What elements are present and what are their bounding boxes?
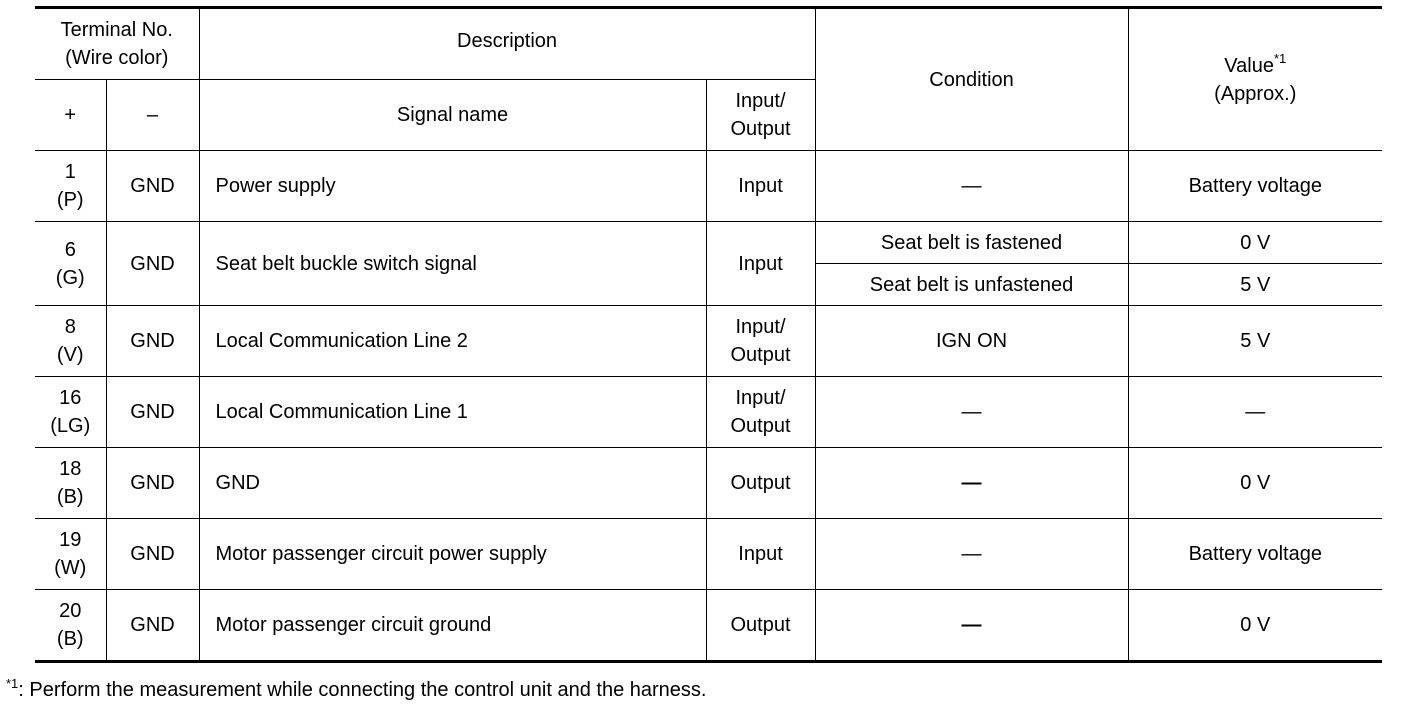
terminal-cell	[35, 151, 106, 222]
ground-cell: GND	[106, 448, 199, 519]
io-cell	[706, 377, 815, 448]
wire-color: (V)	[56, 344, 84, 366]
value-cell: Battery voltage	[1128, 519, 1382, 590]
value-cell: 0 V	[1128, 448, 1382, 519]
terminal-cell	[35, 590, 106, 662]
ground-cell: GND	[106, 222, 199, 306]
description-header: Description	[199, 8, 815, 80]
condition-header: Condition	[815, 8, 1128, 151]
terminal-cell	[35, 306, 106, 377]
terminal-number: 8	[64, 316, 76, 338]
wire-color: (LG)	[50, 415, 91, 437]
signal-name-cell: GND	[199, 448, 706, 519]
value-cell: 0 V	[1128, 590, 1382, 662]
value-footnote-marker: *1	[1273, 50, 1287, 66]
terminal-cell	[35, 222, 106, 306]
ground-cell: GND	[106, 151, 199, 222]
condition-cell: —	[815, 448, 1128, 519]
io-cell	[706, 306, 815, 377]
condition-cell: Seat belt is unfastened	[815, 264, 1128, 306]
io-line1: Input/	[735, 387, 786, 409]
input-output-header	[706, 80, 815, 151]
table-row	[35, 377, 1382, 448]
wire-color: (P)	[56, 189, 84, 211]
io-cell: Input	[706, 222, 815, 306]
signal-name-cell: Local Communication Line 1	[199, 377, 706, 448]
value-cell: —	[1128, 377, 1382, 448]
io-line2: Output	[730, 415, 791, 437]
io-label-line1: Input/	[735, 90, 786, 112]
value-cell: Battery voltage	[1128, 151, 1382, 222]
table-row	[35, 590, 1382, 662]
terminal-spec-table	[35, 6, 1382, 663]
value-header	[1128, 8, 1382, 151]
condition-cell: —	[815, 151, 1128, 222]
value-cell: 5 V	[1128, 306, 1382, 377]
header-row-1	[35, 8, 1382, 80]
ground-cell: GND	[106, 519, 199, 590]
terminal-number: 1	[64, 161, 76, 183]
io-cell: Input	[706, 519, 815, 590]
value-cell: 5 V	[1128, 264, 1382, 306]
condition-cell: Seat belt is fastened	[815, 222, 1128, 264]
signal-name-cell: Local Communication Line 2	[199, 306, 706, 377]
signal-name-cell: Seat belt buckle switch signal	[199, 222, 706, 306]
wire-color: (B)	[56, 628, 84, 650]
minus-header: –	[106, 80, 199, 151]
io-cell: Output	[706, 448, 815, 519]
footnote-text: : Perform the measurement while connecting the control unit and the harness.	[18, 679, 707, 701]
table-row	[35, 519, 1382, 590]
wire-color: (G)	[55, 266, 85, 289]
io-line2: Output	[730, 344, 791, 366]
condition-cell: —	[815, 590, 1128, 662]
terminal-number: 16	[59, 387, 82, 409]
table-row	[35, 448, 1382, 519]
wire-color: (W)	[54, 557, 87, 579]
signal-name-cell: Motor passenger circuit ground	[199, 590, 706, 662]
signal-name-cell: Motor passenger circuit power supply	[199, 519, 706, 590]
terminal-cell	[35, 519, 106, 590]
table-row	[35, 222, 1382, 264]
condition-cell: —	[815, 519, 1128, 590]
terminal-cell	[35, 377, 106, 448]
io-line1: Input/	[735, 316, 786, 338]
io-cell: Output	[706, 590, 815, 662]
table-row	[35, 306, 1382, 377]
ground-cell: GND	[106, 306, 199, 377]
terminal-cell	[35, 448, 106, 519]
terminal-no-label: Terminal No.	[60, 19, 173, 41]
terminal-number: 6	[64, 238, 76, 261]
io-label-line2: Output	[730, 118, 791, 140]
terminal-no-header	[35, 8, 199, 80]
terminal-number: 19	[59, 529, 82, 551]
terminal-number: 20	[59, 600, 82, 622]
condition-cell: —	[815, 377, 1128, 448]
ground-cell: GND	[106, 590, 199, 662]
signal-name-header: Signal name	[199, 80, 706, 151]
signal-name-cell: Power supply	[199, 151, 706, 222]
terminal-number: 18	[59, 458, 82, 480]
condition-cell: IGN ON	[815, 306, 1128, 377]
footnote	[6, 676, 706, 704]
value-label: Value	[1224, 54, 1274, 77]
wire-color-label: (Wire color)	[65, 47, 169, 69]
footnote-marker: *1	[6, 676, 19, 691]
wire-color: (B)	[56, 486, 84, 508]
value-cell: 0 V	[1128, 222, 1382, 264]
approx-label: (Approx.)	[1214, 82, 1297, 105]
plus-header: +	[35, 80, 106, 151]
ground-cell: GND	[106, 377, 199, 448]
table-row	[35, 151, 1382, 222]
io-cell: Input	[706, 151, 815, 222]
